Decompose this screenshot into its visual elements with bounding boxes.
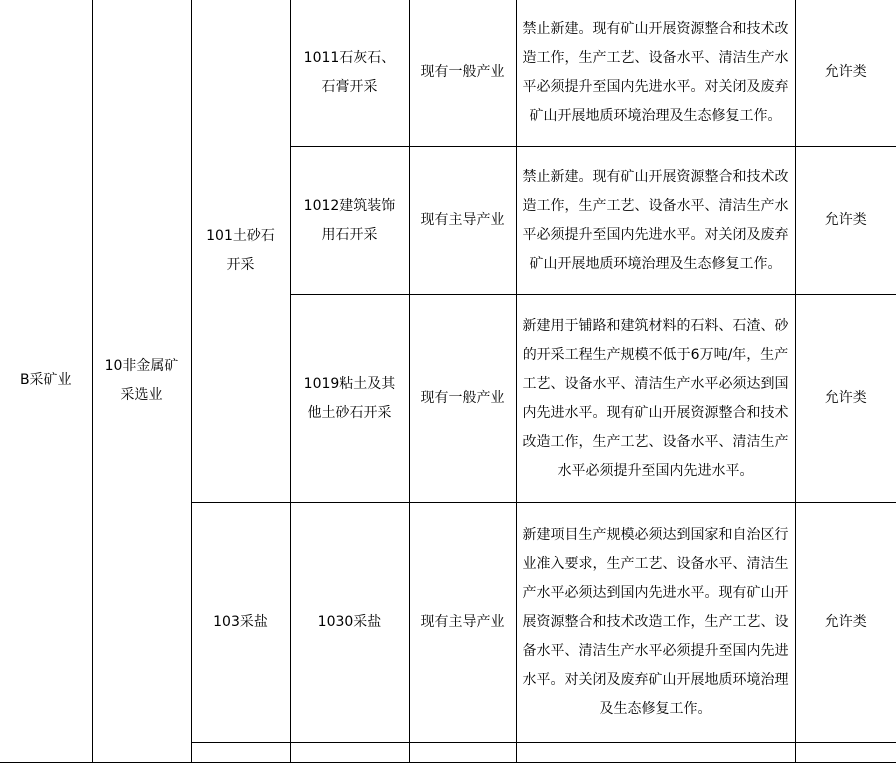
- item-status-cell: 现有一般产业: [409, 295, 516, 503]
- item-permission-cell: 允许类: [795, 295, 896, 503]
- empty-cell: [409, 743, 516, 763]
- section-cell: B采矿业: [0, 0, 92, 763]
- item-name-cell: 1012建筑装饰用石开采: [290, 147, 409, 295]
- item-status-cell: 现有主导产业: [409, 147, 516, 295]
- group-cell: 103采盐: [191, 503, 290, 743]
- item-name-cell: 1019粘土及其他土砂石开采: [290, 295, 409, 503]
- item-requirement-cell: 新建用于铺路和建筑材料的石料、石渣、砂的开采工程生产规模不低于6万吨/年，生产工艺、设备水平、清洁生产水平必须达到国内先进水平。现有矿山开展资源整合和技术改造工作，生产工艺、设备水平、清洁生产水平必须提升至国内先进水平。: [516, 295, 795, 503]
- empty-cell: [795, 743, 896, 763]
- item-permission-cell: 允许类: [795, 503, 896, 743]
- item-status-cell: 现有一般产业: [409, 0, 516, 147]
- item-permission-cell: 允许类: [795, 147, 896, 295]
- item-requirement-cell: 新建项目生产规模必须达到国家和自治区行业准入要求，生产工艺、设备水平、清洁生产水平必须达到国内先进水平。现有矿山开展资源整合和技术改造工作，生产工艺、设备水平、清洁生产水平必须提升至国内先进水平。对关闭及废弃矿山开展地质环境治理及生态修复工作。: [516, 503, 795, 743]
- item-status-cell: 现有主导产业: [409, 503, 516, 743]
- item-requirement-cell: 禁止新建。现有矿山开展资源整合和技术改造工作，生产工艺、设备水平、清洁生产水平必须提升至国内先进水平。对关闭及废弃矿山开展地质环境治理及生态修复工作。: [516, 147, 795, 295]
- item-requirement-cell: 禁止新建。现有矿山开展资源整合和技术改造工作，生产工艺、设备水平、清洁生产水平必须提升至国内先进水平。对关闭及废弃矿山开展地质环境治理及生态修复工作。: [516, 0, 795, 147]
- table-row: [0, 0, 896, 147]
- empty-cell: [290, 743, 409, 763]
- category-cell: 10非金属矿采选业: [92, 0, 191, 763]
- item-name-cell: 1011石灰石、石膏开采: [290, 0, 409, 147]
- item-permission-cell: 允许类: [795, 0, 896, 147]
- empty-cell: [191, 743, 290, 763]
- group-cell: 101土砂石开采: [191, 0, 290, 503]
- item-name-cell: 1030采盐: [290, 503, 409, 743]
- empty-cell: [516, 743, 795, 763]
